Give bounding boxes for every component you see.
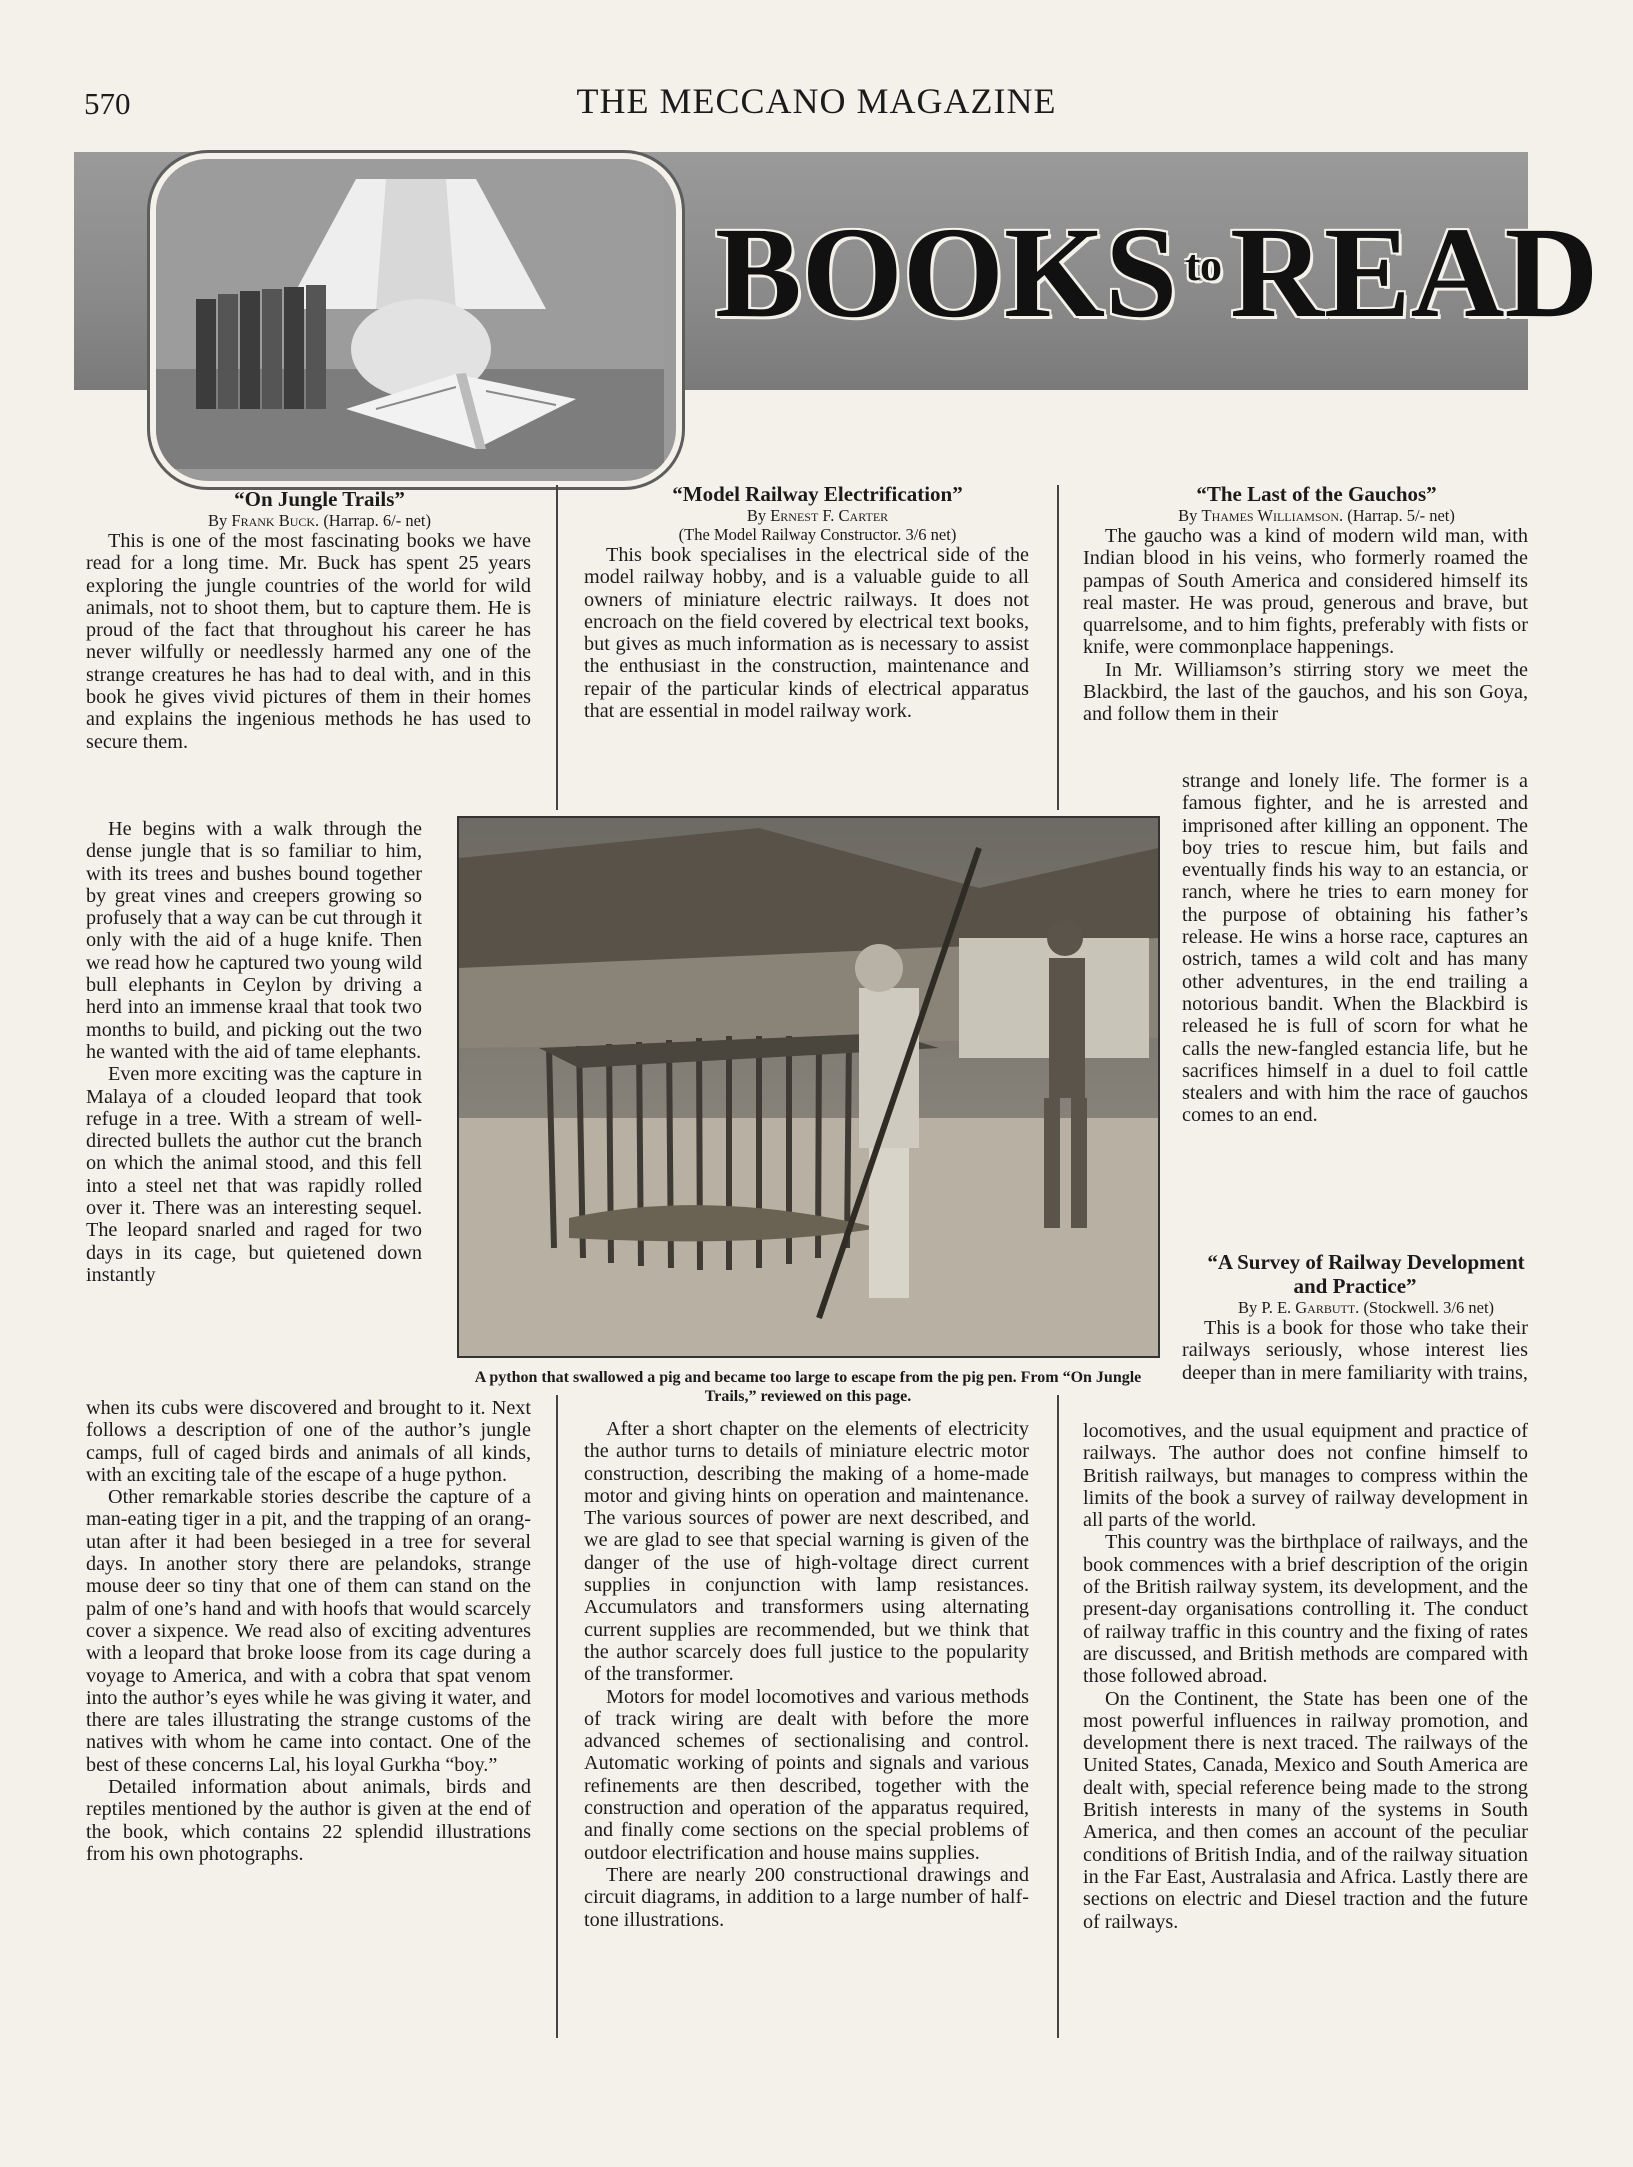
review-title: “A Survey of Railway Development and Practice” bbox=[1207, 1250, 1525, 1298]
review-byline: By Ernest F. Carter bbox=[746, 506, 889, 525]
review-title: “On Jungle Trails” bbox=[234, 487, 405, 511]
review-model-railway-electrification-cont bbox=[584, 1418, 1029, 1931]
review-paragraph: when its cubs were discovered and brought to it. Next follows a description of one of the author’s jungle camps, full of caged birds and animals of all kinds, with an exciting tale of the escape of a huge python. bbox=[86, 1397, 531, 1486]
photo-caption: A python that swallowed a pig and became too large to escape from the pig pen. From “On Jungle Trails,” reviewed on this page. bbox=[474, 1369, 1142, 1405]
review-title: “Model Railway Electrification” bbox=[672, 482, 963, 506]
magazine-title: THE MECCANO MAGAZINE bbox=[576, 81, 1057, 121]
review-railway-survey bbox=[1182, 1250, 1528, 1384]
review-paragraph: Detailed information about animals, birds and reptiles mentioned by the author is given at the end of the book, which contains 22 splendid illustrations from his own photographs. bbox=[86, 1776, 531, 1865]
review-paragraph: He begins with a walk through the dense jungle that is so familiar to him, with its trees and bushes bound together by great vines and creepers growing so profusely that a way can be cut through it only with the aid of a huge knife. Then we read how he captured two young wild bull elephants in Ceylon by driving a herd into an immense kraal that took two months to build, and picking out the two he wanted with the aid of tame elephants. bbox=[86, 818, 422, 1063]
column-rule-2 bbox=[1057, 485, 1059, 810]
review-jungle-trails-narrow bbox=[86, 818, 422, 1286]
review-byline: By Thames Williamson. (Harrap. 5/- net) bbox=[1178, 506, 1455, 525]
review-jungle-trails-cont bbox=[86, 1397, 531, 1865]
review-model-railway-electrification bbox=[584, 482, 1029, 722]
review-last-of-the-gauchos bbox=[1083, 482, 1528, 726]
review-paragraph: There are nearly 200 constructional drawings and circuit diagrams, in addition to a large number of half-tone illustrations. bbox=[584, 1863, 1029, 1931]
review-railway-survey-cont bbox=[1083, 1420, 1528, 1933]
column-rule-4 bbox=[1057, 1395, 1059, 2038]
review-paragraph: After a short chapter on the elements of electricity the author turns to details of miniature electric motor construction, describing the making of a home-made motor and giving hints on operation and maintenance. The various sources of power are next described, and we are glad to see that special warning is given of the danger of the use of high-voltage direct current supplies in conjunction with lamp resistances. Accumulators and transformers using alternating current supplies are recommended, but we think that the author scarcely does full justice to the popularity of the transformer. bbox=[584, 1418, 1029, 1686]
review-paragraph: The gaucho was a kind of modern wild man, with Indian blood in his veins, who formerly roamed the pampas of South America and considered himself its real master. He was proud, generous and brave, but quarrelsome, and to him fights, preferably with fists or knife, were commonplace happenings. bbox=[1083, 525, 1528, 659]
review-paragraph: strange and lonely life. The former is a famous fighter, and he is arrested and imprisoned after killing an opponent. The boy tries to rescue him, but fails and eventually finds his way to an estancia, or ranch, where he tries to earn money for the purpose of obtaining his father’s release. He wins a horse race, captures an ostrich, tames a wild colt and has many other adventures, in the end trailing a notorious bandit. When the Blackbird is released he is full of scorn for what he calls the new-fangled estancia life, but he sacrifices himself in a duel to foil cattle stealers and with him the race of gauchos comes to an end. bbox=[1182, 770, 1528, 1127]
review-paragraph: Other remarkable stories describe the capture of a man-eating tiger in a pit, and the trapping of an orang-utan after it had been besieged in a tree for several days. In another story there are pelandoks, strange mouse deer so tiny that one of them can stand on the palm of one’s hand and with hoofs that would scarcely cover a sixpence. We read also of exciting adventures with a leopard that broke loose from its cage during a voyage to America, and with a cobra that spat venom into the author’s eyes while he was giving it water, and there are tales illustrating the strange customs of the natives with whom he came into contact. One of the best of these concerns Lal, his loyal Gurkha “boy.” bbox=[86, 1486, 531, 1776]
review-paragraph: Even more exciting was the capture in Malaya of a clouded leopard that took refuge in a tree. With a stream of well-directed bullets the author cut the branch on which the animal stood, and this fell into a steel net that was rapidly rolled over it. There was an interesting sequel. The leopard snarled and raged for two days in its cage, but quietened down instantly bbox=[86, 1063, 422, 1286]
review-paragraph: locomotives, and the usual equipment and practice of railways. The author does not confine himself to British railways, but manages to compress within the limits of the book a survey of railway development in all parts of the world. bbox=[1083, 1420, 1528, 1532]
review-paragraph: This book specialises in the electrical side of the model railway hobby, and is a valuable guide to all owners of miniature electric railways. It does not encroach on the field covered by electrical text books, but gives as much information as is necessary to assist the enthusiast in the construction, maintenance and repair of the particular kinds of electrical apparatus that are essential in model railway work. bbox=[584, 544, 1029, 723]
banner-title: BOOKS toREAD bbox=[715, 201, 1599, 345]
review-title: “The Last of the Gauchos” bbox=[1196, 482, 1437, 506]
books-lamp-illustration bbox=[150, 153, 682, 487]
python-cage-photo bbox=[457, 816, 1160, 1358]
review-jungle-trails bbox=[86, 487, 531, 753]
review-byline: By P. E. Garbutt. (Stockwell. 3/6 net) bbox=[1237, 1298, 1495, 1317]
review-paragraph: This is a book for those who take their railways seriously, whose interest lies deeper than in mere familiarity with trains, bbox=[1182, 1317, 1528, 1384]
review-publisher: (The Model Railway Constructor. 3/6 net) bbox=[678, 525, 957, 544]
review-paragraph: This is one of the most fascinating books we have read for a long time. Mr. Buck has spent 25 years exploring the jungle countries of the world for wild animals, not to shoot them, but to capture them. He is proud of the fact that throughout his career he has never wilfully or needlessly harmed any one of the strange creatures he has had to deal with, and in this book he gives vivid pictures of them in their homes and explains the ingenious methods he has used to secure them. bbox=[86, 530, 531, 753]
review-paragraph: This country was the birthplace of railways, and the book commences with a brief description of the origin of the British railway system, its development, and the present-day organisations controlling it. The conduct of railway traffic in this country and the fixing of rates are discussed, and British methods are compared with those followed abroad. bbox=[1083, 1531, 1528, 1688]
review-byline: By Frank Buck. (Harrap. 6/- net) bbox=[208, 511, 431, 530]
review-paragraph: On the Continent, the State has been one of the most powerful influences in railway promotion, and development there is next traced. The railways of the United States, Canada, Mexico and South America are dealt with, special reference being made to the strong British interests in many of the systems in South America, and then comes an account of the peculiar conditions of British India, and of the railway situation in the Far East, Australasia and Africa. Lastly there are sections on electric and Diesel traction and the future of railways. bbox=[1083, 1687, 1528, 1933]
review-last-of-the-gauchos-narrow bbox=[1182, 770, 1528, 1143]
review-paragraph: In Mr. Williamson’s stirring story we meet the Blackbird, the last of the gauchos, and his son Goya, and follow them in their bbox=[1083, 658, 1528, 726]
column-rule-3 bbox=[556, 1395, 558, 2038]
review-paragraph: Motors for model locomotives and various methods of track wiring are dealt with before the more advanced schemes of sectionalising and control. Automatic working of points and signals and various refinements are then described, together with the construction and operation of the apparatus required, and finally come sections on the special problems of outdoor electrification and house mains supplies. bbox=[584, 1685, 1029, 1864]
page-number: 570 bbox=[84, 86, 131, 121]
column-rule-1 bbox=[556, 485, 558, 810]
